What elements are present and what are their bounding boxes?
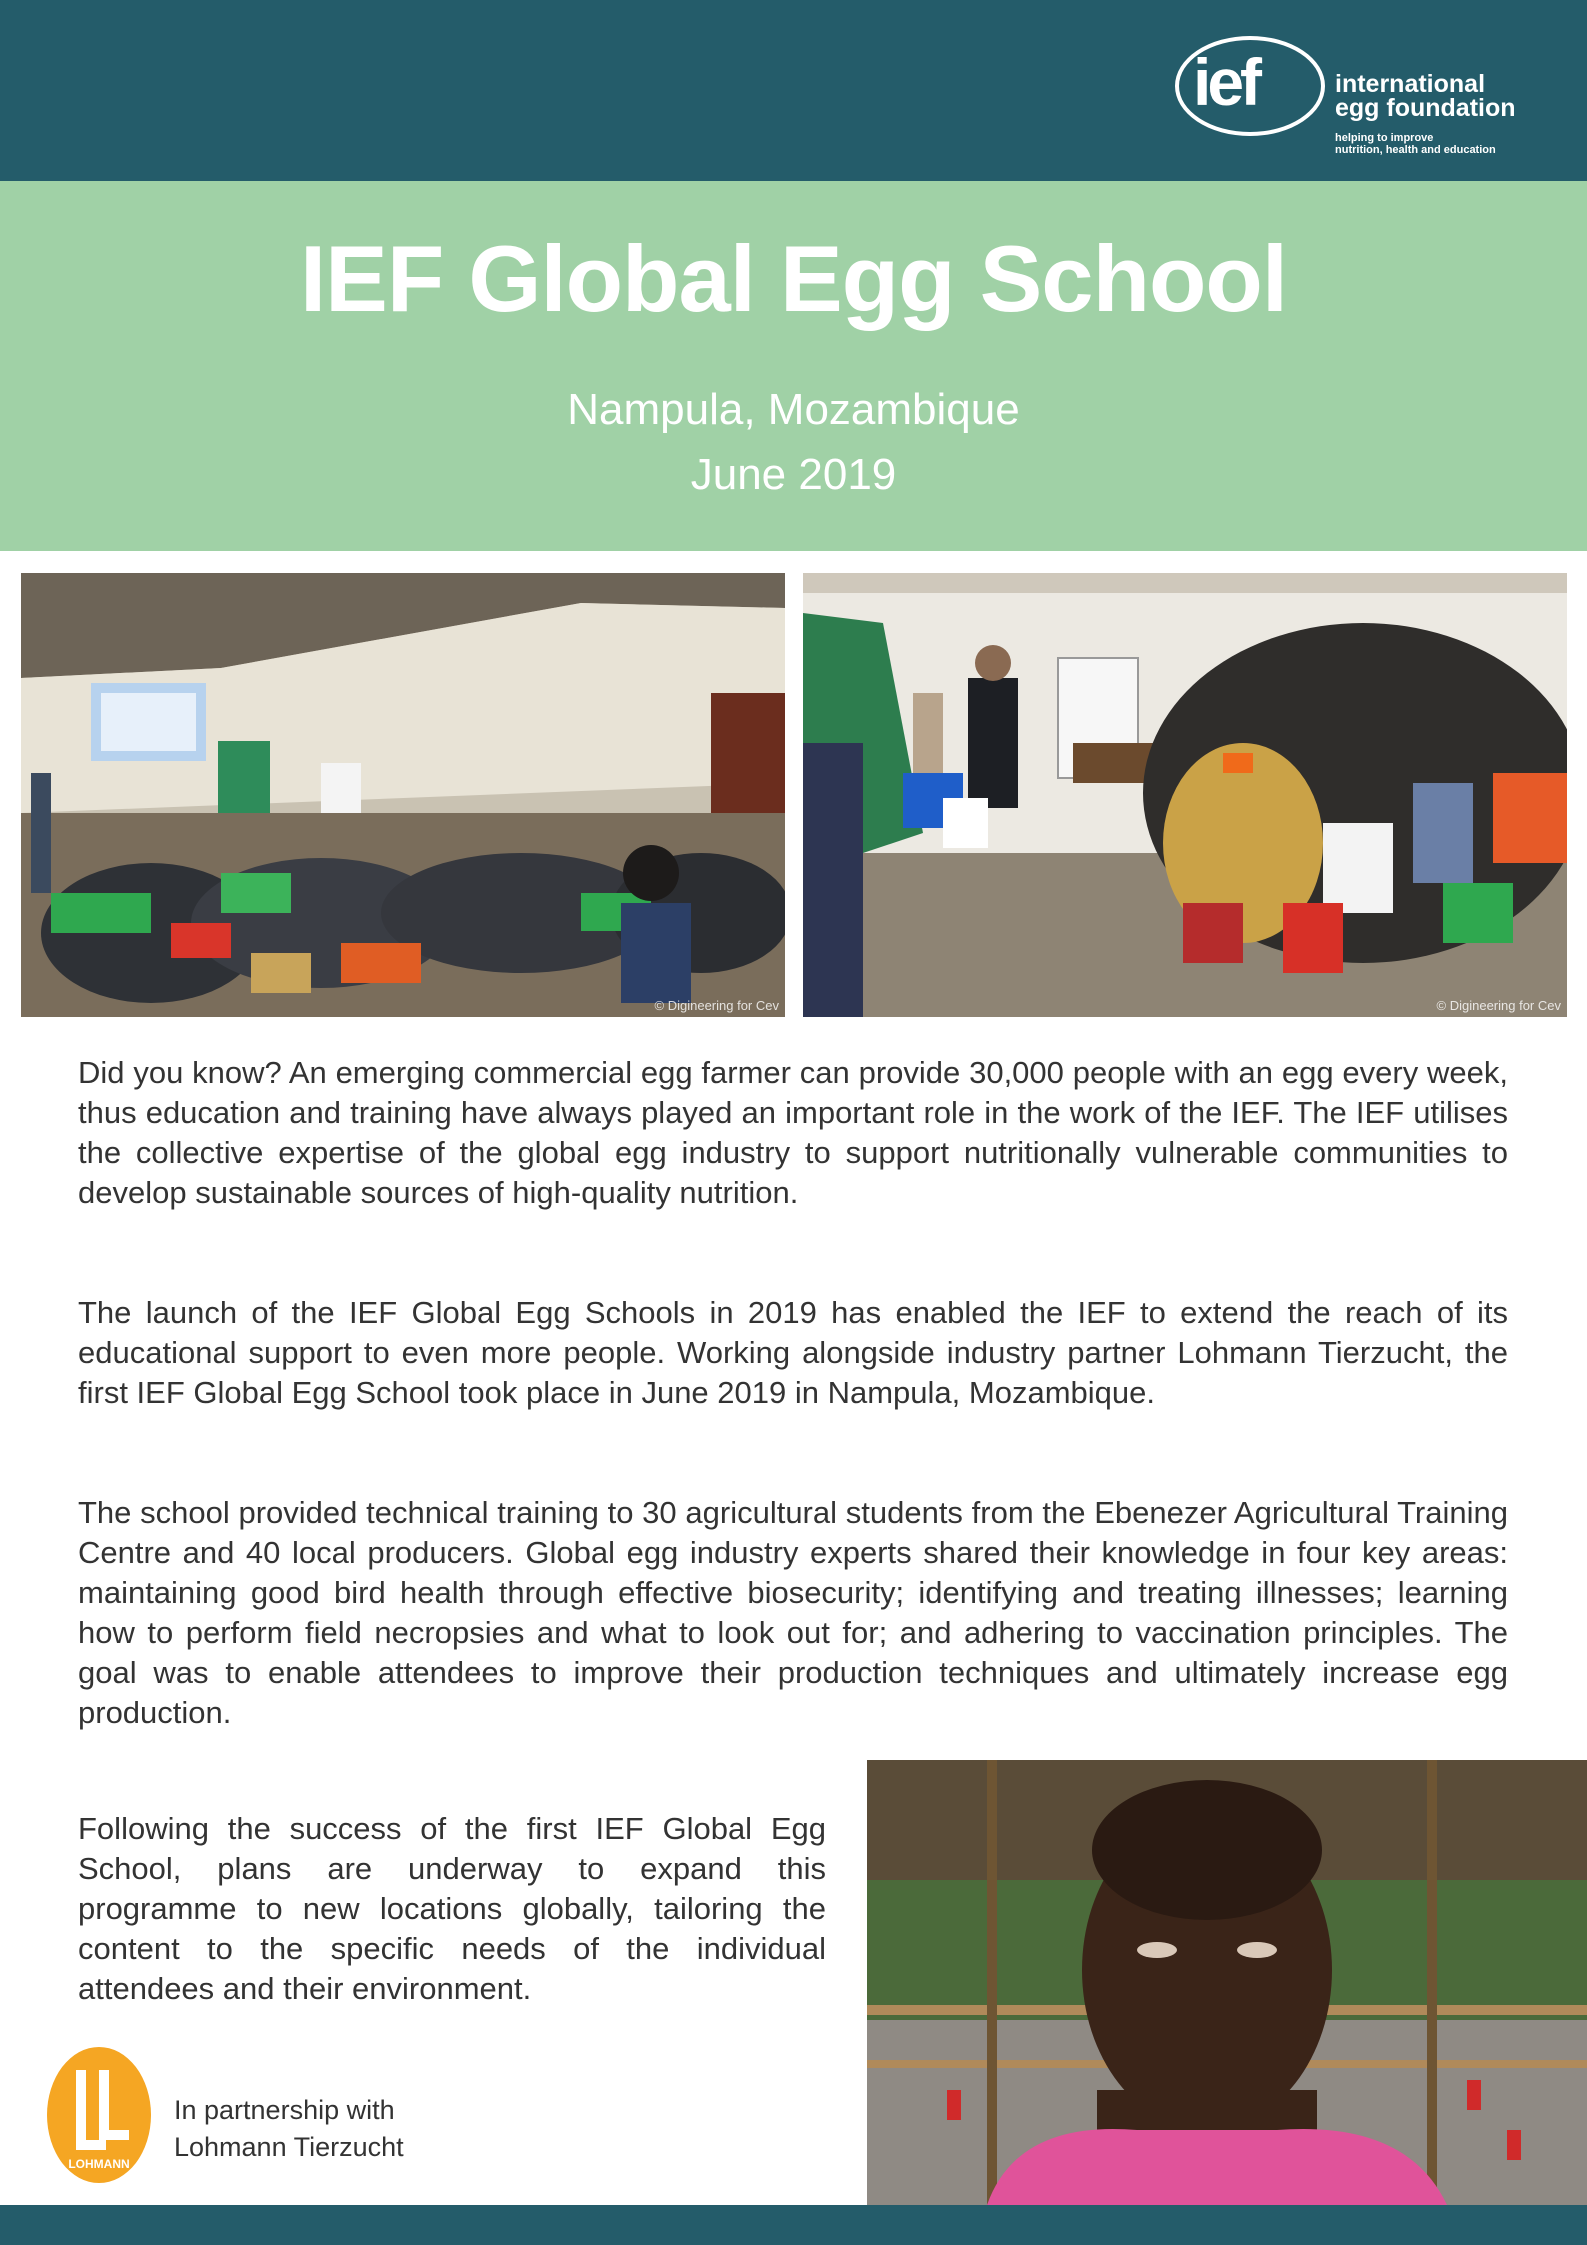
partner-line1: In partnership with (174, 2095, 395, 2125)
logo-mark: ief (1193, 45, 1259, 119)
logo-name-line1: international (1335, 70, 1486, 98)
classroom-photo-left (21, 573, 785, 1017)
page-title: IEF Global Egg School (300, 226, 1287, 331)
partner-line2: Lohmann Tierzucht (174, 2132, 404, 2162)
classroom-photo-left-image (21, 573, 785, 1017)
photo-credit-right: © Digineering for Cev (1436, 998, 1561, 1013)
ief-logo (1175, 30, 1555, 160)
lohmann-logo (44, 2045, 154, 2185)
logo-name-line2: egg foundation (1335, 94, 1516, 122)
top-banner (0, 0, 1587, 181)
lohmann-logo-text: LOHMANN (68, 2157, 130, 2171)
location-subtitle: Nampula, Mozambique (567, 385, 1020, 434)
lohmann-logo-icon (44, 2045, 154, 2185)
classroom-photo-right-image (803, 573, 1567, 1017)
logo-tagline (1335, 132, 1496, 156)
logo-name (1335, 72, 1516, 120)
logo-tagline-line2: nutrition, health and education (1335, 144, 1496, 156)
logo-tagline-line1: helping to improve (1335, 132, 1434, 144)
farmer-portrait-image (867, 1760, 1587, 2205)
photo-credit-left: © Digineering for Cev (654, 998, 779, 1013)
paragraph-intro: Did you know? An emerging commercial egg farmer can provide 30,000 people with an egg every week, thus education and training have always played an important role in the work of the IEF. The IEF utilises the collective expertise of the global egg industry to support nutritionally vulnerable communities to develop sustainable sources of high-quality nutrition. (78, 1055, 1508, 1210)
partner-credit (174, 2092, 404, 2166)
paragraph-launch: The launch of the IEF Global Egg Schools in 2019 has enabled the IEF to extend the reach of its educational support to even more people. Working alongside industry partner Lohmann Tierzucht, the first IEF Global Egg School took place in June 2019 in Nampula, Mozambique. (78, 1295, 1508, 1410)
paragraph-training: The school provided technical training to 30 agricultural students from the Ebenezer Agricultural Training Centre and 40 local producers. Global egg industry experts shared their knowledge in four key areas: maintaining good bird health through effective biosecurity; identifying and treating illnesses; learning how to perform field necropsies and what to look out for; and adhering to vaccination principles. The goal was to enable attendees to improve their production techniques and ultimately increase egg production. (78, 1495, 1508, 1730)
date-subtitle: June 2019 (690, 450, 897, 499)
farmer-portrait-photo (867, 1760, 1587, 2205)
bottom-banner (0, 2205, 1587, 2245)
paragraph-expansion: Following the success of the first IEF Global Egg School, plans are underway to expand this programme to new locations globally, tailoring the content to the specific needs of the individual attendees and their environment. (78, 1811, 826, 2006)
classroom-photo-right (803, 573, 1567, 1017)
